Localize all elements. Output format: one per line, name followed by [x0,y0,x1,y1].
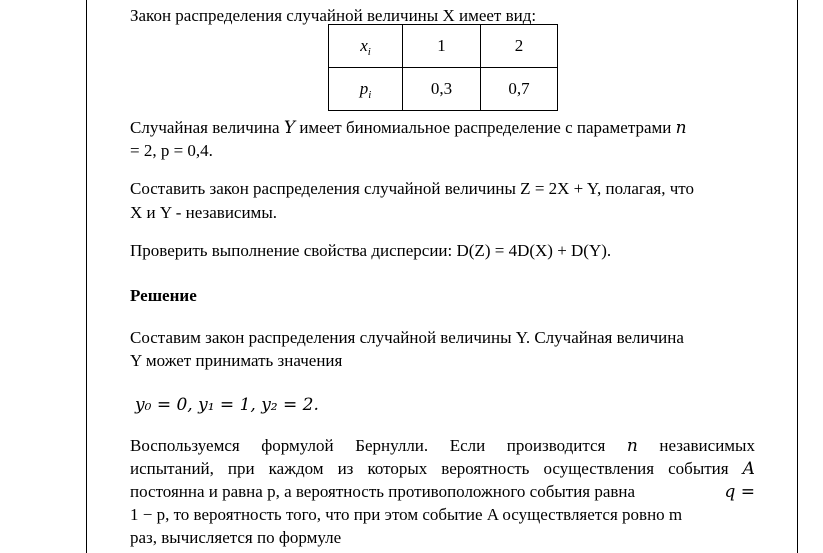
intro-text: Закон распределения случайной величины X имеет вид: [130,6,537,25]
solution-text-line1: Составим закон распределения случайной величины Y. Случайная величина [130,328,684,347]
word: испытаний, [130,459,214,478]
table-cell: 0,3 [403,68,481,111]
table-cell-header: $x_i$ [329,25,403,68]
word: из [337,459,354,478]
table-cell: 2 [481,25,558,68]
word: формулой [261,436,334,455]
word: вероятность [441,459,530,478]
left-margin-line [86,0,87,553]
variance-property-text: Проверить выполнение свойства дисперсии: D(Z) = 4D(X) + D(Y). [130,241,612,260]
table-row [329,68,558,111]
task-text-line1: Составить закон распределения случайной величины Z = 2X + Y, полагая, что [130,179,694,198]
solution-heading: Решение [130,286,197,305]
bernoulli-line3: постоянна и равна p, а вероятность противоположного события равна q = [130,482,755,502]
word: A [742,459,755,479]
word: при [227,459,255,478]
bernoulli-line4: 1 − p, то вероятность того, что при этом событие A осуществляется ровно m [130,505,683,524]
right-margin-line [797,0,798,553]
bernoulli-line2 [130,459,755,482]
word: n [626,436,638,456]
solution-text-line2: Y может принимать значения [130,351,343,370]
word: каждом [268,459,324,478]
task-text-line2: X и Y - независимы. [130,203,277,222]
word: осуществления [543,459,655,478]
bernoulli-line1 [130,436,755,459]
word: события [668,459,729,478]
bernoulli-line5: раз, вычисляется по формуле [130,528,342,547]
table-cell: 0,7 [481,68,558,111]
paragraph-binomial-params: = 2, p = 0,4. [130,141,213,160]
word: независимых [659,436,755,455]
paragraph-binomial: Случайная величина Y имеет биномиальное распределение с параметрами n [130,118,687,138]
word: Бернулли. [355,436,429,455]
distribution-table [328,24,558,111]
word: Если [449,436,486,455]
table-cell-header: $p_i$ [329,68,403,111]
word: которых [367,459,428,478]
table-row [329,25,558,68]
table-cell: 1 [403,25,481,68]
values-formula: y₀ = 0, y₁ = 1, y₂ = 2. [135,395,319,415]
bernoulli-paragraph [130,436,755,551]
word: Воспользуемся [130,436,240,455]
word: производится [506,436,606,455]
